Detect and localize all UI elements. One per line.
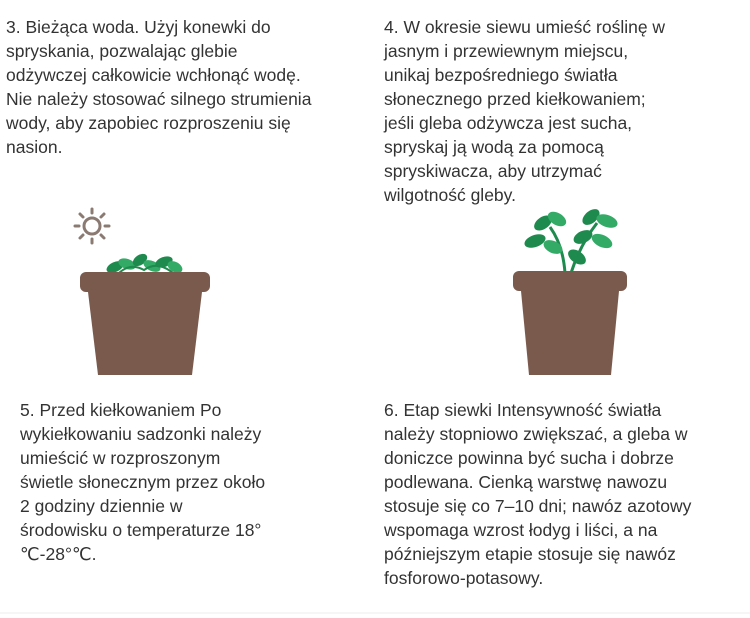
potted-seedling-with-sun-illustration: [70, 200, 220, 380]
sun-icon: [75, 209, 109, 243]
step-6-text: 6. Etap siewki Intensywność światła należy stopniowo zwiększać, a gleba w doniczce powinna być sucha i dobrze podlewana. Cienką warstwę nawozu stosuje się co 7–10 dni; nawóz azotowy wspomaga wzrost łodyg i liści, a na późniejszym etapie stosuje się nawóz fosforowo-potasowy.: [384, 400, 692, 588]
flower-pot-icon: [513, 271, 627, 375]
flower-pot-icon: [80, 272, 210, 375]
plant-leaves-icon: [523, 206, 620, 273]
sprout-leaves-icon: [105, 251, 185, 275]
step-3-text: 3. Bieżąca woda. Użyj konewki do spryskania, pozwalając glebie odżywczej całkowicie wchłonąć wodę. Nie należy stosować silnego strumienia wody, aby zapobiec rozproszeniu się nasion.: [6, 17, 312, 157]
bottom-divider: [0, 612, 750, 614]
step-5-text: 5. Przed kiełkowaniem Po wykiełkowaniu sadzonki należy umieścić w rozproszonym świetle słonecznym przez około 2 godziny dziennie w środowisku o temperaturze 18° ℃-28°℃.: [20, 400, 266, 564]
step-4-text: 4. W okresie siewu umieść roślinę w jasnym i przewiewnym miejscu, unikaj bezpośredniego światła słonecznego przed kiełkowaniem; jeśli gleba odżywcza jest sucha, spryskaj ją wodą za pomocą spryskiwacza, aby utrzymać wilgotność gleby.: [384, 17, 666, 205]
potted-sprouting-plant-illustration: [505, 205, 635, 380]
